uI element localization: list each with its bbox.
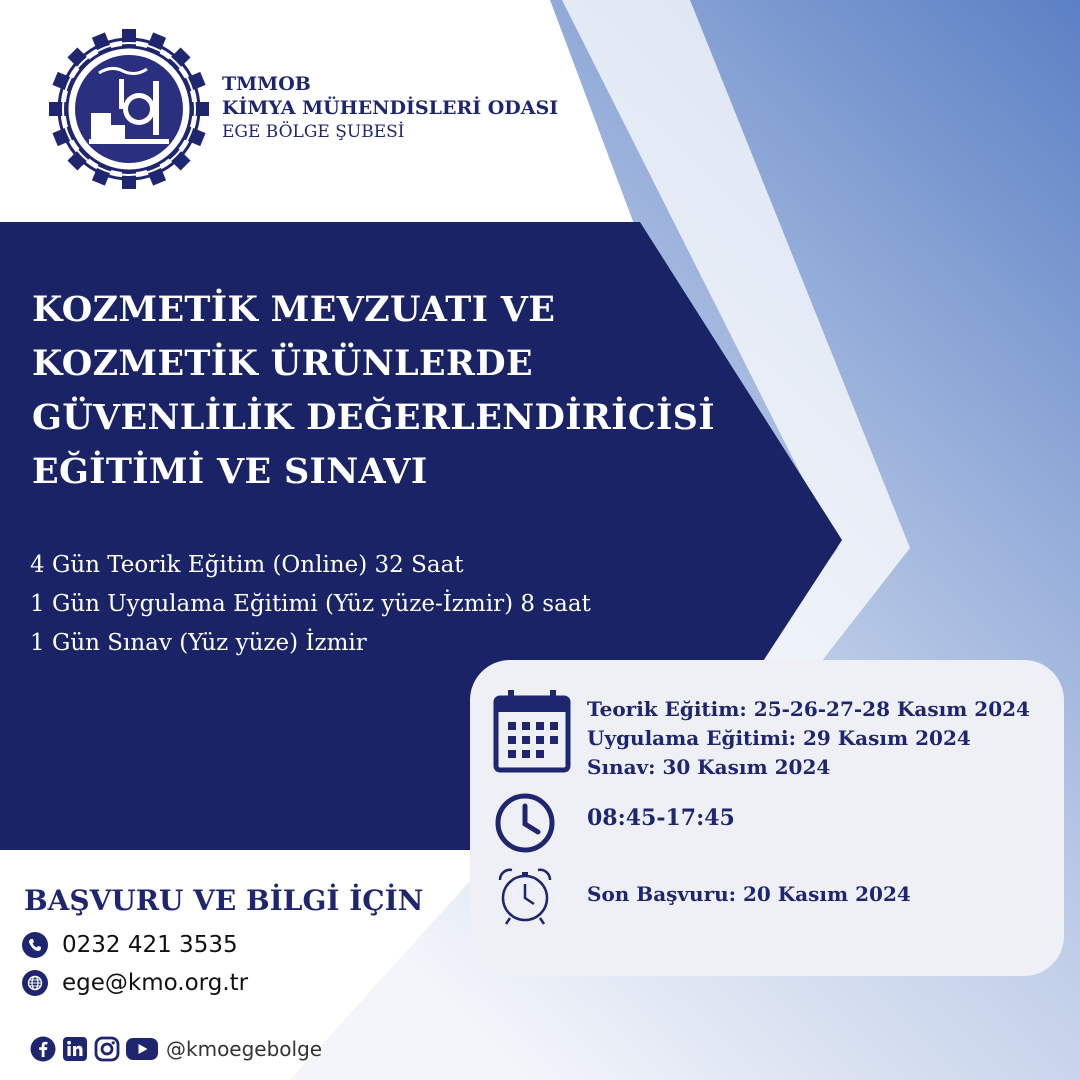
phone-icon <box>22 932 48 958</box>
date-line: Teorik Eğitim: 25-26-27-28 Kasım 2024 <box>587 697 1030 721</box>
youtube-icon[interactable] <box>126 1036 158 1062</box>
globe-icon <box>22 970 48 996</box>
organization-name <box>222 72 558 144</box>
phone-number[interactable]: 0232 421 3535 <box>62 932 238 958</box>
instagram-icon[interactable] <box>94 1036 120 1062</box>
title-line: EĞİTİMİ VE SINAVI <box>32 451 428 492</box>
clock-icon <box>494 792 556 854</box>
email-address[interactable]: ege@kmo.org.tr <box>62 970 249 996</box>
schedule-item: 1 Gün Sınav (Yüz yüze) İzmir <box>30 630 367 656</box>
phone-line <box>22 930 238 960</box>
alarm-clock-icon <box>492 866 558 926</box>
facebook-icon[interactable] <box>30 1036 56 1062</box>
contact-heading: BAŞVURU VE BİLGİ İÇİN <box>24 884 424 917</box>
email-line <box>22 968 248 998</box>
social-links <box>30 1034 322 1064</box>
kmo-logo <box>44 24 214 194</box>
title-line: KOZMETİK ÜRÜNLERDE <box>32 343 533 384</box>
title-line: KOZMETİK MEVZUATI VE <box>32 289 556 330</box>
org-line-3: EGE BÖLGE ŞUBESİ <box>222 122 405 142</box>
dates-text <box>587 695 1030 782</box>
calendar-icon <box>492 688 572 774</box>
date-line: Sınav: 30 Kasım 2024 <box>587 755 831 779</box>
schedule-item: 1 Gün Uygulama Eğitimi (Yüz yüze-İzmir) 8 saat <box>30 591 591 617</box>
linkedin-icon[interactable] <box>62 1036 88 1062</box>
date-line: Uygulama Eğitimi: 29 Kasım 2024 <box>587 726 971 750</box>
title-line: GÜVENLİLİK DEĞERLENDİRİCİSİ <box>32 397 715 438</box>
social-handle[interactable]: @kmoegebolge <box>166 1037 323 1061</box>
org-line-1: TMMOB <box>222 73 311 95</box>
schedule-item: 4 Gün Teorik Eğitim (Online) 32 Saat <box>30 552 464 578</box>
time-text: 08:45-17:45 <box>587 805 735 831</box>
schedule-list <box>30 546 591 663</box>
event-title <box>32 283 812 499</box>
info-card <box>470 660 1064 976</box>
org-line-2: KİMYA MÜHENDİSLERİ ODASI <box>222 97 559 119</box>
deadline-text: Son Başvuru: 20 Kasım 2024 <box>587 882 911 906</box>
